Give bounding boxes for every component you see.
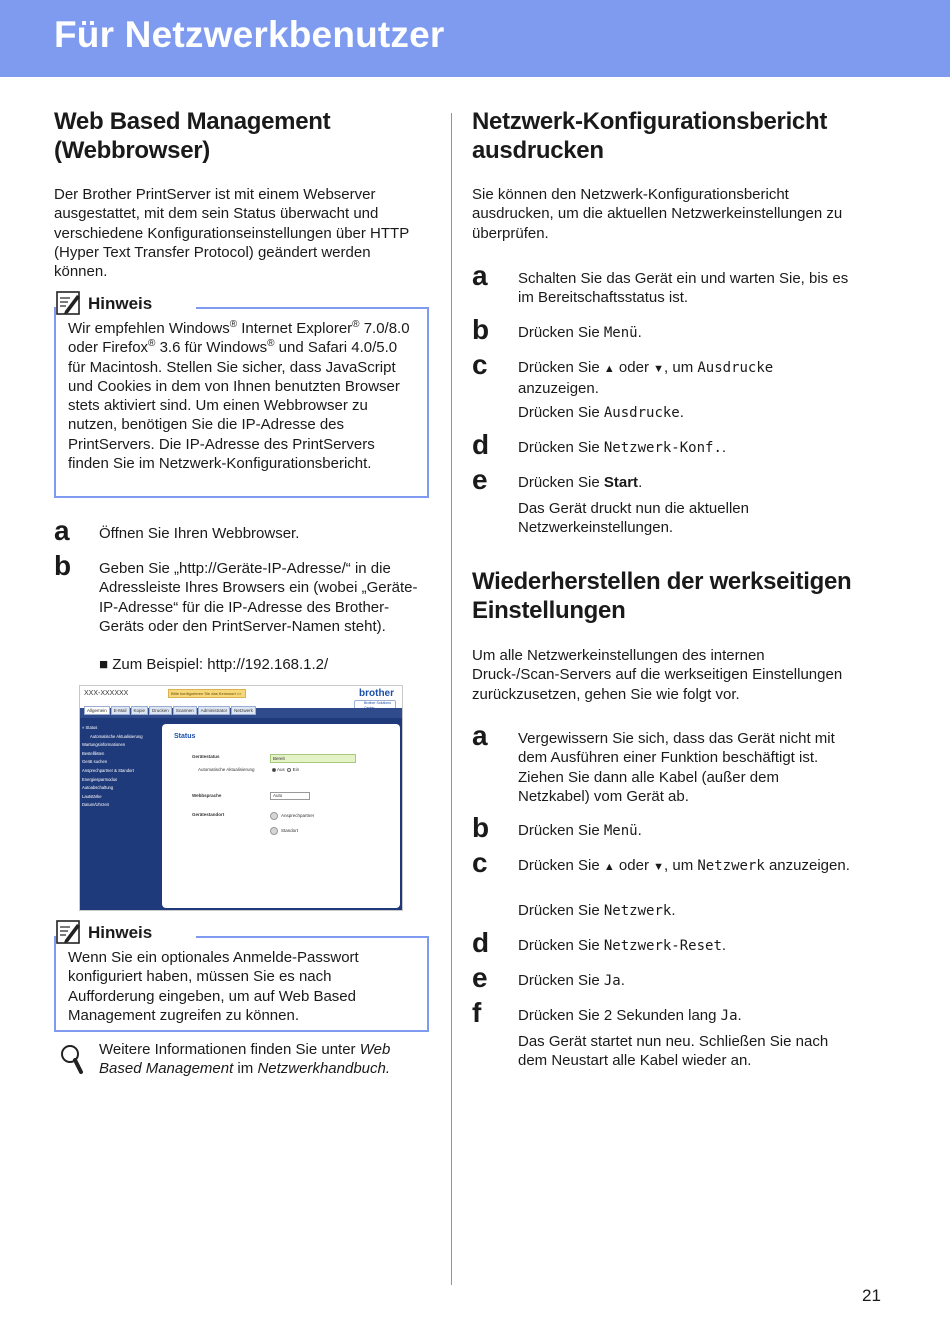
step-text: Drücken Sie Ausdrucke. (518, 404, 684, 421)
screenshot-password-notice: Bitte konfigurieren Sie das Kennwort >> (168, 689, 246, 698)
screenshot-tab: Netzwerk (231, 706, 256, 715)
screenshot-contact: Ansprechpartner (270, 812, 314, 820)
step-text: Schalten Sie das Gerät ein und warten Sie, bis es im Bereitschaftsstatus ist. (518, 270, 849, 307)
step-text: Drücken Sie 2 Sekunden lang Ja. (518, 1007, 742, 1024)
section-heading-config-report: Netzwerk-Konfigurationsbericht ausdrucken (472, 108, 828, 164)
step-text: Drücken Sie Menü. (518, 324, 642, 341)
step-text: Drücken Sie Netzwerk-Konf.. (518, 439, 727, 456)
screenshot-sidebar-item: Energiesparmodus (82, 776, 118, 782)
step-text: Drücken Sie ▲ oder ▼, um Ausdrucke anzuzeigen. (518, 359, 774, 398)
page-number: 21 (862, 1286, 881, 1305)
up-arrow-icon: ▲ (603, 861, 615, 873)
column-divider (451, 113, 452, 1285)
solutions-center-button: Brother Solutions (354, 700, 396, 711)
step-letter: f (472, 997, 482, 1028)
page-header-banner (0, 0, 950, 77)
screenshot-status-panel (162, 724, 400, 908)
section-heading-web-based-management: Web Based Management (Webbrowser) (54, 108, 331, 164)
step-text: Geben Sie „http://Geräte-IP-Adresse/“ in die Adressleiste Ihres Browsers ein (wobei „Geräte-IP-Adresse“ für die IP-Adresse des Brother-Geräts oder den PrintServer-Namen steht). (99, 560, 418, 635)
note-label: Hinweis (88, 923, 153, 942)
screenshot-sidebar-item: Gerät suchen (82, 759, 108, 765)
screenshot-device-status-value: Bereit (270, 754, 356, 763)
down-arrow-icon: ▼ (653, 861, 665, 873)
screenshot-location: Standort (270, 827, 298, 835)
note-text: Wenn Sie ein optionales Anmelde-Passwort konfiguriert haben, müssen Sie es nach Aufforderung eingeben, um auf Web Based Management zugreifen zu können. (68, 949, 359, 1024)
radio-icon (272, 768, 276, 772)
screenshot-auto-refresh-label: Automatische Aktualisierung (198, 767, 255, 772)
up-arrow-icon: ▲ (603, 363, 615, 375)
step-text: Das Gerät startet nun neu. Schließen Sie nach dem Neustart alle Kabel wieder an. (518, 1033, 829, 1070)
screenshot-sidebar-item: » Status (82, 725, 98, 730)
step-text: Drücken Sie Menü. (518, 822, 642, 839)
screenshot-sidebar-item: Autoabschaltung (82, 785, 114, 791)
note-pencil-icon (56, 920, 82, 946)
config-report-intro: Sie können den Netzwerk-Konfigurationsbericht ausdrucken, um die aktuellen Netzwerkeinstellungen zu überprüfen. (472, 186, 843, 242)
down-arrow-icon: ▼ (653, 363, 665, 375)
factory-reset-intro: Um alle Netzwerkeinstellungen des internen Druck-/Scan-Servers auf die werkseitigen Einstellungen zurückzusetzen, gehen Sie wie folgt vor. (472, 647, 843, 703)
screenshot-sidebar-item: Lautstärke (82, 793, 102, 799)
example-url: ■ Zum Beispiel: http://192.168.1.2/ (99, 656, 329, 673)
location-icon (270, 827, 278, 835)
step-text: Drücken Sie Ja. (518, 972, 625, 989)
note-pencil-icon (56, 291, 82, 317)
screenshot-language-label: Webbsprache (192, 793, 222, 798)
note-header (56, 291, 158, 317)
note-top-border (196, 936, 429, 938)
screenshot-sidebar-item: Datum/Uhrzeit (82, 802, 109, 808)
person-icon (270, 812, 278, 820)
note-top-border (196, 307, 429, 309)
step-letter: b (472, 812, 490, 843)
screenshot-auto-refresh-options: Aus Ein (272, 767, 299, 772)
magnifier-icon (60, 1044, 84, 1074)
web-management-screenshot (79, 685, 403, 911)
page-title: Für Netzwerkbenutzer (54, 14, 445, 55)
screenshot-sidebar-item: Bestelllisten (82, 750, 105, 756)
step-letter: b (472, 314, 490, 345)
intro-paragraph: Der Brother PrintServer ist mit einem Webserver ausgestattet, mit dem sein Status überwacht und verschiedene Konfigurationseinstellungen über HTTP (Hyper Text Transfer Protocol) geändert werden können. (54, 186, 409, 281)
section-heading-factory-reset: Wiederherstellen der werkseitigen Einstellungen (472, 568, 852, 624)
radio-icon (287, 768, 291, 772)
step-text: Drücken Sie Netzwerk. (518, 902, 676, 919)
step-letter: a (472, 720, 488, 751)
step-letter: e (472, 962, 488, 993)
screenshot-tab: Allgemein (84, 706, 110, 715)
screenshot-tab: Drucken (149, 706, 172, 715)
step-letter: a (54, 515, 70, 546)
screenshot-device-status-label: Gerätestatus (192, 754, 220, 759)
screenshot-language-select: Auto (270, 792, 310, 800)
screenshot-panel-title: Status (174, 733, 196, 740)
step-text: Drücken Sie Netzwerk-Reset. (518, 937, 727, 954)
screenshot-tab: Scannen (173, 706, 197, 715)
screenshot-model-name: XXX-XXXXXX (84, 690, 129, 697)
note-header (56, 920, 158, 946)
screenshot-location-label: Gerätestandort (192, 812, 225, 817)
screenshot-tab: Kopie (131, 706, 149, 715)
step-letter: a (472, 260, 488, 291)
screenshot-sidebar (82, 724, 154, 810)
brother-logo: brother (359, 688, 394, 699)
step-letter: e (472, 464, 488, 495)
step-text: Das Gerät druckt nun die aktuellen Netzwerkeinstellungen. (518, 500, 749, 537)
screenshot-sidebar-item: Wartungsinformationen (82, 742, 126, 748)
step-letter: d (472, 927, 490, 958)
note-label: Hinweis (88, 294, 153, 313)
screenshot-tab: Administrator (198, 706, 231, 715)
step-text: Öffnen Sie Ihren Webbrowser. (99, 525, 300, 542)
note-text: Wir empfehlen Windows® Internet Explorer® 7.0/8.0 oder Firefox® 3.6 für Windows® und Safari 4.0/5.0 für Macintosh. Stellen Sie sicher, dass JavaScript und Cookies in dem von Ihnen benutzten Browser stets aktiviert sind. Um einen Webbrowser zu nutzen, benötigen Sie die IP-Adresse des PrintServers. Die IP-Adresse des PrintServers finden Sie im Netzwerk-Konfigurationsbericht. (68, 319, 410, 473)
screenshot-sidebar-item: Ansprechpartner & Standort (82, 767, 134, 773)
step-letter: c (472, 847, 488, 878)
step-letter: b (54, 550, 72, 581)
screenshot-tab: E-Mail (111, 706, 130, 715)
note-box (54, 294, 429, 498)
step-text: Vergewissern Sie sich, dass das Gerät nicht mit dem Ausführen einer Funktion beschäftigt ist. Ziehen Sie dann alle Kabel (außer dem Netzkabel) vom Gerät ab. (518, 730, 835, 805)
step-letter: c (472, 349, 488, 380)
screenshot-sidebar-item: Automatische Aktualisierung (90, 733, 143, 739)
note-box (54, 923, 429, 1032)
step-text: Drücken Sie Start. (518, 474, 643, 491)
step-letter: d (472, 429, 490, 460)
screenshot-tabs (84, 706, 256, 715)
tip-text: Weitere Informationen finden Sie unter Web Based Management im Netzwerkhandbuch. (99, 1041, 391, 1078)
step-text: Drücken Sie ▲ oder ▼, um Netzwerk anzuzeigen. (518, 857, 850, 874)
